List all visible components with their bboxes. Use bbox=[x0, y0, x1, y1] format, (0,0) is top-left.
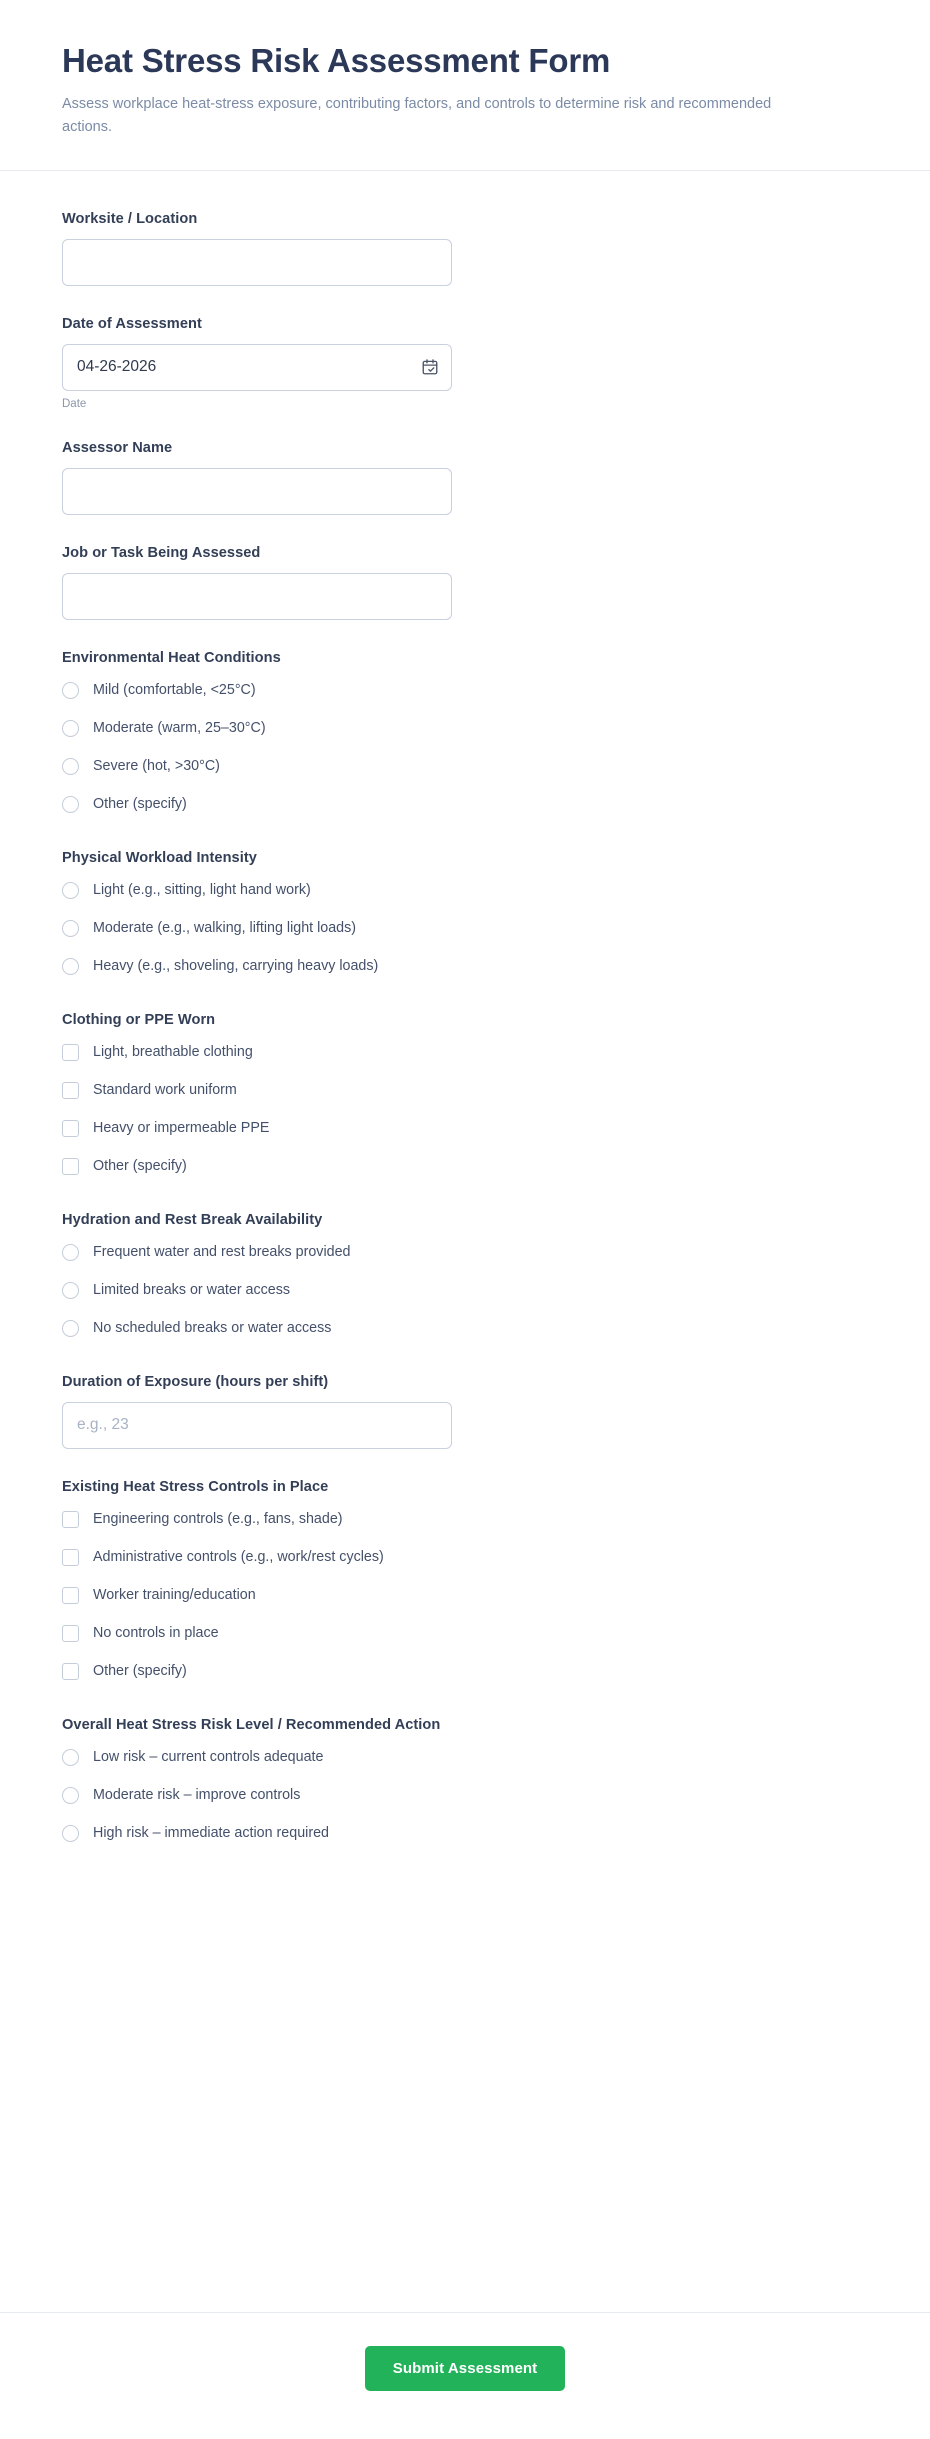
checkbox-option-label: Worker training/education bbox=[93, 1586, 256, 1603]
worksite-location-input[interactable] bbox=[62, 239, 452, 286]
checkbox-option[interactable] bbox=[62, 1078, 868, 1103]
page-subtitle: Assess workplace heat-stress exposure, contributing factors, and controls to determine risk and recommended actions. bbox=[62, 95, 772, 136]
checkbox-option[interactable] bbox=[62, 1507, 868, 1532]
radio-option-label: Other (specify) bbox=[93, 795, 187, 812]
checkbox-option[interactable] bbox=[62, 1116, 868, 1141]
checkbox-icon[interactable] bbox=[62, 1158, 79, 1175]
radio-option-label: Light (e.g., sitting, light hand work) bbox=[93, 881, 311, 898]
radio-option[interactable] bbox=[62, 1278, 868, 1303]
radio-option-label: Moderate (e.g., walking, lifting light loads) bbox=[93, 919, 357, 936]
checkbox-option[interactable] bbox=[62, 1040, 868, 1065]
radio-option[interactable] bbox=[62, 954, 868, 979]
hydration-rest-label: Hydration and Rest Break Availability bbox=[62, 1211, 323, 1228]
checkbox-icon[interactable] bbox=[62, 1549, 79, 1566]
radio-icon[interactable] bbox=[62, 1749, 79, 1766]
date-of-assessment-label: Date of Assessment bbox=[62, 315, 202, 332]
radio-option-label: High risk – immediate action required bbox=[93, 1824, 330, 1841]
radio-icon[interactable] bbox=[62, 1787, 79, 1804]
checkbox-option[interactable] bbox=[62, 1583, 868, 1608]
checkbox-option[interactable] bbox=[62, 1659, 868, 1684]
checkbox-icon[interactable] bbox=[62, 1044, 79, 1061]
radio-icon[interactable] bbox=[62, 758, 79, 775]
field-date-of-assessment bbox=[62, 316, 868, 410]
radio-option-label: Low risk – current controls adequate bbox=[93, 1748, 324, 1765]
radio-icon[interactable] bbox=[62, 882, 79, 899]
checkbox-option-label: Other (specify) bbox=[93, 1662, 187, 1679]
checkbox-icon[interactable] bbox=[62, 1120, 79, 1137]
radio-icon[interactable] bbox=[62, 1825, 79, 1842]
workload-intensity-label: Physical Workload Intensity bbox=[62, 849, 257, 866]
field-clothing-ppe bbox=[62, 1012, 868, 1179]
radio-icon[interactable] bbox=[62, 958, 79, 975]
clothing-ppe-options bbox=[62, 1040, 868, 1179]
field-worksite-location bbox=[62, 211, 868, 286]
checkbox-icon[interactable] bbox=[62, 1587, 79, 1604]
date-of-assessment-input[interactable] bbox=[62, 344, 452, 391]
radio-option[interactable] bbox=[62, 678, 868, 703]
assessor-name-label: Assessor Name bbox=[62, 439, 173, 456]
job-task-label: Job or Task Being Assessed bbox=[62, 544, 261, 561]
radio-option-label: Heavy (e.g., shoveling, carrying heavy loads) bbox=[93, 957, 379, 974]
checkbox-option-label: Standard work uniform bbox=[93, 1081, 237, 1098]
radio-icon[interactable] bbox=[62, 1244, 79, 1261]
checkbox-icon[interactable] bbox=[62, 1663, 79, 1680]
job-task-input[interactable] bbox=[62, 573, 452, 620]
checkbox-option-label: Administrative controls (e.g., work/rest cycles) bbox=[93, 1548, 384, 1565]
radio-icon[interactable] bbox=[62, 1320, 79, 1337]
checkbox-option-label: Other (specify) bbox=[93, 1157, 187, 1174]
radio-option[interactable] bbox=[62, 1316, 868, 1341]
field-existing-controls bbox=[62, 1479, 868, 1684]
radio-option[interactable] bbox=[62, 1821, 868, 1846]
checkbox-option[interactable] bbox=[62, 1545, 868, 1570]
radio-option[interactable] bbox=[62, 916, 868, 941]
radio-icon[interactable] bbox=[62, 920, 79, 937]
radio-option-label: Severe (hot, >30°C) bbox=[93, 757, 220, 774]
duration-exposure-label: Duration of Exposure (hours per shift) bbox=[62, 1373, 329, 1390]
overall-risk-label: Overall Heat Stress Risk Level / Recommended Action bbox=[62, 1716, 441, 1733]
checkbox-option[interactable] bbox=[62, 1621, 868, 1646]
form-footer bbox=[0, 2312, 930, 2439]
checkbox-icon[interactable] bbox=[62, 1625, 79, 1642]
radio-option[interactable] bbox=[62, 1240, 868, 1265]
radio-icon[interactable] bbox=[62, 682, 79, 699]
radio-option[interactable] bbox=[62, 792, 868, 817]
radio-option-label: Moderate risk – improve controls bbox=[93, 1786, 301, 1803]
hydration-rest-options bbox=[62, 1240, 868, 1341]
checkbox-option[interactable] bbox=[62, 1154, 868, 1179]
field-job-task bbox=[62, 545, 868, 620]
environmental-heat-label: Environmental Heat Conditions bbox=[62, 649, 281, 666]
radio-option-label: Mild (comfortable, <25°C) bbox=[93, 681, 256, 698]
radio-option[interactable] bbox=[62, 1783, 868, 1808]
overall-risk-options bbox=[62, 1745, 868, 1846]
radio-icon[interactable] bbox=[62, 796, 79, 813]
radio-option-label: Limited breaks or water access bbox=[93, 1281, 291, 1298]
checkbox-option-label: Heavy or impermeable PPE bbox=[93, 1119, 270, 1136]
date-help-text: Date bbox=[62, 397, 87, 410]
page-title: Heat Stress Risk Assessment Form bbox=[62, 42, 611, 79]
checkbox-option-label: Light, breathable clothing bbox=[93, 1043, 253, 1060]
worksite-location-label: Worksite / Location bbox=[62, 210, 198, 227]
assessor-name-input[interactable] bbox=[62, 468, 452, 515]
radio-option[interactable] bbox=[62, 1745, 868, 1770]
workload-intensity-options bbox=[62, 878, 868, 979]
date-input-wrapper bbox=[62, 344, 452, 391]
radio-option-label: Moderate (warm, 25–30°C) bbox=[93, 719, 266, 736]
checkbox-option-label: Engineering controls (e.g., fans, shade) bbox=[93, 1510, 343, 1527]
existing-controls-label: Existing Heat Stress Controls in Place bbox=[62, 1478, 329, 1495]
radio-option-label: Frequent water and rest breaks provided bbox=[93, 1243, 351, 1260]
submit-assessment-button[interactable]: Submit Assessment bbox=[365, 2346, 566, 2391]
field-hydration-rest-breaks bbox=[62, 1212, 868, 1341]
existing-controls-options bbox=[62, 1507, 868, 1684]
form-header bbox=[0, 0, 930, 171]
radio-option[interactable] bbox=[62, 878, 868, 903]
checkbox-icon[interactable] bbox=[62, 1082, 79, 1099]
radio-option-label: No scheduled breaks or water access bbox=[93, 1319, 332, 1336]
field-environmental-heat-conditions bbox=[62, 650, 868, 817]
duration-exposure-input[interactable] bbox=[62, 1402, 452, 1449]
form-body bbox=[0, 171, 930, 2312]
radio-option[interactable] bbox=[62, 716, 868, 741]
clothing-ppe-label: Clothing or PPE Worn bbox=[62, 1011, 216, 1028]
radio-icon[interactable] bbox=[62, 1282, 79, 1299]
field-duration-of-exposure bbox=[62, 1374, 868, 1449]
radio-icon[interactable] bbox=[62, 720, 79, 737]
environmental-heat-options bbox=[62, 678, 868, 817]
field-overall-risk-level bbox=[62, 1717, 868, 1846]
radio-option[interactable] bbox=[62, 754, 868, 779]
checkbox-option-label: No controls in place bbox=[93, 1624, 219, 1641]
field-assessor-name bbox=[62, 440, 868, 515]
checkbox-icon[interactable] bbox=[62, 1511, 79, 1528]
field-physical-workload-intensity bbox=[62, 850, 868, 979]
